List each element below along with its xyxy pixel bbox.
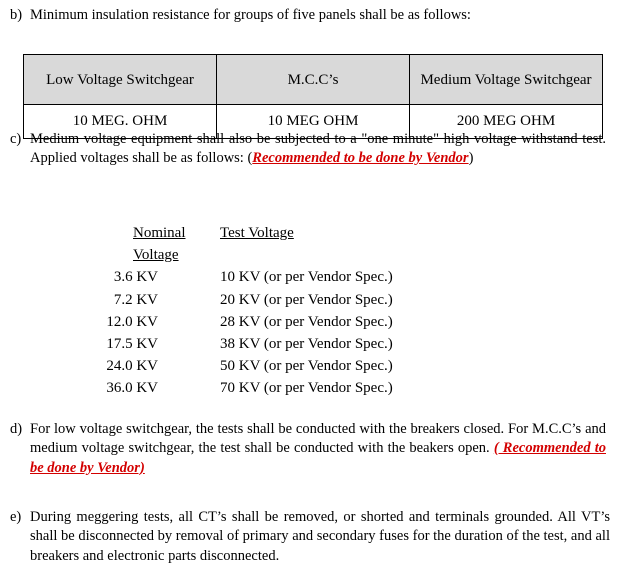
nominal-voltage-value: 24.0 KV [106,358,158,375]
test-voltage-value: 70 KV (or per Vendor Spec.) [220,380,393,397]
table-value-cell-1: 10 MEG. OHM [24,105,217,139]
insulation-resistance-table-wrapper [23,54,603,139]
clause-c-text [30,130,606,169]
clause-b-marker: b) [10,7,23,23]
clause-b [0,6,636,25]
voltage-list-header-nominal: Nominal Voltage [133,225,186,264]
clause-e-marker: e) [10,509,22,525]
list-item [0,311,636,333]
list-item [0,355,636,377]
clause-b-text: Minimum insulation resistance for groups of five panels shall be as follows: [30,7,471,23]
clause-d-text-part1: For low voltage switchgear, the tests shall be conducted with the breakers closed. For M.C.C’s and medium voltage switchgear, the test shall be conducted with the beakers open. [30,421,606,457]
table-header-row [24,55,603,105]
clause-c-text-part2: ) [468,150,474,167]
table-header-cell-1: Low Voltage Switchgear [24,55,217,105]
test-voltage-value: 38 KV (or per Vendor Spec.) [220,335,393,352]
clause-c-recommendation-note: Recommended to be done by Vendor [252,150,469,167]
clause-e-body [30,508,636,566]
list-item [0,289,636,311]
table-value-cell-2: 10 MEG OHM [217,105,410,139]
clause-e [0,508,636,566]
clause-c-text-part1: Medium voltage equipment shall also be subjected to a "one minute" high voltage withstand test. Applied voltages shall be as follows: ( [30,131,606,167]
clause-d-recommendation-note: ( Recommended to be done by Vendor) [30,440,606,476]
list-item [0,266,636,288]
voltage-list [0,222,636,400]
test-voltage-value: 28 KV (or per Vendor Spec.) [220,313,393,330]
nominal-voltage-value: 3.6 KV [113,269,158,286]
list-item [0,377,636,399]
clause-c [0,130,636,169]
insulation-resistance-table [23,54,603,139]
voltage-list-header-test: Test Voltage [220,225,294,241]
table-header-cell-3: Medium Voltage Switchgear [410,55,603,105]
table-header-cell-2: M.C.C’s [217,55,410,105]
nominal-voltage-value: 36.0 KV [106,380,158,397]
test-voltage-value: 10 KV (or per Vendor Spec.) [220,269,393,286]
list-item [0,333,636,355]
nominal-voltage-value: 17.5 KV [106,335,158,352]
table-value-cell-3: 200 MEG OHM [410,105,603,139]
clause-c-marker: c) [10,131,22,147]
nominal-voltage-value: 7.2 KV [113,291,158,308]
clause-c-body [30,130,636,169]
clause-e-text: During meggering tests, all CT’s shall be removed, or shorted and terminals grounded. All VT’s shall be disconnected by removal of primary and secondary fuses for the duration of the test, and all breakers and electronic parts disconnected. [30,509,610,564]
test-voltage-value: 50 KV (or per Vendor Spec.) [220,358,393,375]
clause-d-marker: d) [10,421,23,437]
clause-d-body [30,420,636,478]
clause-d [0,420,636,478]
test-voltage-value: 20 KV (or per Vendor Spec.) [220,291,393,308]
nominal-voltage-value: 12.0 KV [106,313,158,330]
clause-d-text [30,420,606,478]
clause-b-body [30,6,636,25]
voltage-list-header-row [0,222,636,266]
